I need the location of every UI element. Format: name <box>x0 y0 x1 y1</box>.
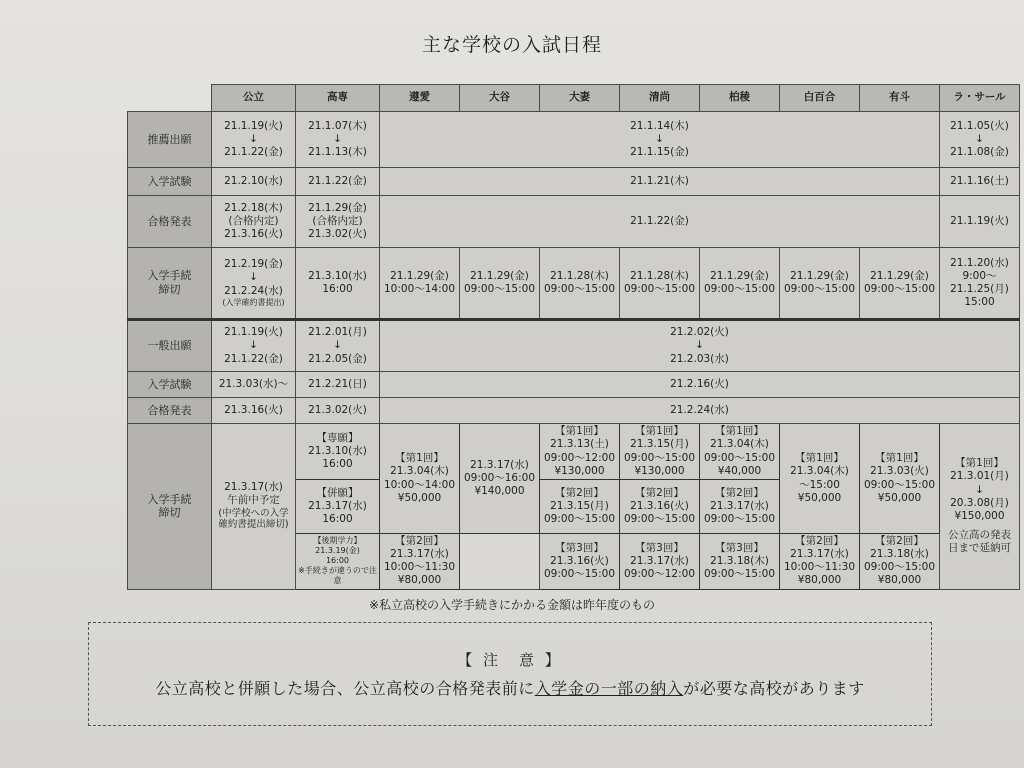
table-cell: 21.1.19(火) ↓ 21.1.22(金) <box>212 320 296 372</box>
corner-cell <box>128 85 212 112</box>
col-header: 遵愛 <box>380 85 460 112</box>
table-cell: 【第1回】 21.3.04(木) 10:00～14:00 ¥50,000 <box>380 424 460 534</box>
table-cell: 21.3.16(火) <box>212 398 296 424</box>
row-header: 入学手続 締切 <box>128 424 212 590</box>
table-cell: 【第2回】 21.3.17(水) 09:00～15:00 <box>700 480 780 534</box>
underlined-text: 入学金の一部の納入 <box>534 679 684 698</box>
table-cell: 【第1回】 21.3.04(木) ～15:00 ¥50,000 <box>780 424 860 534</box>
table-cell: 21.1.21(木) <box>380 168 940 196</box>
page-title: 主な学校の入試日程 <box>421 34 602 56</box>
table-cell: 【第2回】 21.3.17(水) 10:00～11:30 ¥80,000 <box>380 534 460 590</box>
table-cell: 21.1.29(金) 09:00～15:00 <box>460 248 540 320</box>
table-cell: 【併願】 21.3.17(水) 16:00 <box>296 480 380 534</box>
row-header: 推薦出願 <box>128 112 212 168</box>
table-cell: 【第1回】 21.3.03(火) 09:00～15:00 ¥50,000 <box>860 424 940 534</box>
table-row <box>128 372 1020 398</box>
table-cell: 21.3.03(水)～ <box>212 372 296 398</box>
table-cell: 21.2.19(金) ↓ 21.2.24(水) (入学確約書提出) <box>212 248 296 320</box>
col-header: 白百合 <box>780 85 860 112</box>
caution-heading: 【 注 意 】 <box>457 651 563 669</box>
table-cell: 21.2.10(水) <box>212 168 296 196</box>
table-cell: 21.2.24(水) <box>380 398 1020 424</box>
table-cell: 21.1.28(木) 09:00～15:00 <box>620 248 700 320</box>
row-header: 入学試験 <box>128 168 212 196</box>
col-header: 柏稜 <box>700 85 780 112</box>
caution-body: 公立高校と併願した場合、公立高校の合格発表前に入学金の一部の納入が必要な高校があります <box>155 679 865 698</box>
col-header: ラ・サール <box>940 85 1020 112</box>
table-cell: 21.1.05(火) ↓ 21.1.08(金) <box>940 112 1020 168</box>
table-cell <box>460 534 540 590</box>
table-cell: 【第2回】 21.3.18(水) 09:00～15:00 ¥80,000 <box>860 534 940 590</box>
schedule-table <box>127 84 1020 590</box>
row-header: 合格発表 <box>128 196 212 248</box>
table-cell: 21.1.19(火) ↓ 21.1.22(金) <box>212 112 296 168</box>
table-cell: 【第2回】 21.3.17(水) 10:00～11:30 ¥80,000 <box>780 534 860 590</box>
caution-box <box>88 622 932 726</box>
table-cell: 21.2.21(日) <box>296 372 380 398</box>
table-cell: 21.3.10(水) 16:00 <box>296 248 380 320</box>
col-header: 大妻 <box>540 85 620 112</box>
table-cell: 【第1回】 21.3.04(木) 09:00～15:00 ¥40,000 <box>700 424 780 480</box>
table-cell: 【第1回】 21.3.15(月) 09:00～15:00 ¥130,000 <box>620 424 700 480</box>
row-header: 入学手続 締切 <box>128 248 212 320</box>
table-cell: 【第3回】 21.3.18(木) 09:00～15:00 <box>700 534 780 590</box>
table-row <box>128 112 1020 168</box>
table-cell: 【第3回】 21.3.17(水) 09:00～12:00 <box>620 534 700 590</box>
table-cell: 21.2.01(月) ↓ 21.2.05(金) <box>296 320 380 372</box>
table-cell: 【後期学力】 21.3.19(金) 16:00 ※手続きが違うので注意 <box>296 534 380 590</box>
table-row <box>128 424 1020 480</box>
table-cell: 21.1.14(木) ↓ 21.1.15(金) <box>380 112 940 168</box>
col-header: 高専 <box>296 85 380 112</box>
col-header: 有斗 <box>860 85 940 112</box>
table-cell: 【第3回】 21.3.16(火) 09:00～15:00 <box>540 534 620 590</box>
table-cell: 21.1.20(水) 9:00～ 21.1.25(月) 15:00 <box>940 248 1020 320</box>
table-cell: 21.2.18(木) (合格内定) 21.3.16(火) <box>212 196 296 248</box>
col-header: 清尚 <box>620 85 700 112</box>
table-cell: 【第2回】 21.3.16(火) 09:00～15:00 <box>620 480 700 534</box>
table-cell: 21.1.28(木) 09:00～15:00 <box>540 248 620 320</box>
table-cell: 21.1.29(金) 09:00～15:00 <box>780 248 860 320</box>
table-cell: 【第1回】 21.3.13(土) 09:00～12:00 ¥130,000 <box>540 424 620 480</box>
table-row <box>128 196 1020 248</box>
table-row <box>128 398 1020 424</box>
table-cell: 21.1.19(火) <box>940 196 1020 248</box>
table-cell: 21.3.02(火) <box>296 398 380 424</box>
footnote: ※私立高校の入学手続きにかかる金額は昨年度のもの <box>368 598 656 612</box>
col-header: 公立 <box>212 85 296 112</box>
table-cell: 21.1.29(金) (合格内定) 21.3.02(火) <box>296 196 380 248</box>
table-cell: 21.3.17(水) 午前中予定 (中学校への入学 確約書提出締切) <box>212 424 296 590</box>
row-header: 入学試験 <box>128 372 212 398</box>
table-cell: 21.2.02(火) ↓ 21.2.03(水) <box>380 320 1020 372</box>
table-cell: 21.1.07(木) ↓ 21.1.13(木) <box>296 112 380 168</box>
table-cell: 21.1.22(金) <box>380 196 940 248</box>
table-row <box>128 168 1020 196</box>
header-row <box>128 85 1020 112</box>
table-cell: 【専願】 21.3.10(水) 16:00 <box>296 424 380 480</box>
table-cell: 【第2回】 21.3.15(月) 09:00～15:00 <box>540 480 620 534</box>
row-header: 合格発表 <box>128 398 212 424</box>
table-cell: 21.1.29(金) 10:00～14:00 <box>380 248 460 320</box>
table-cell: 21.3.17(水) 09:00～16:00 ¥140,000 <box>460 424 540 534</box>
table-cell: 21.1.29(金) 09:00～15:00 <box>700 248 780 320</box>
table-row <box>128 320 1020 372</box>
table-cell: 21.2.16(火) <box>380 372 1020 398</box>
table-row <box>128 248 1020 320</box>
table-cell: 21.1.22(金) <box>296 168 380 196</box>
col-header: 大谷 <box>460 85 540 112</box>
table-cell: 【第1回】 21.3.01(月) ↓ 20.3.08(月) ¥150,000 公立高の発表 日まで延納可 <box>940 424 1020 590</box>
table-cell: 21.1.16(土) <box>940 168 1020 196</box>
table-cell: 21.1.29(金) 09:00～15:00 <box>860 248 940 320</box>
row-header: 一般出願 <box>128 320 212 372</box>
